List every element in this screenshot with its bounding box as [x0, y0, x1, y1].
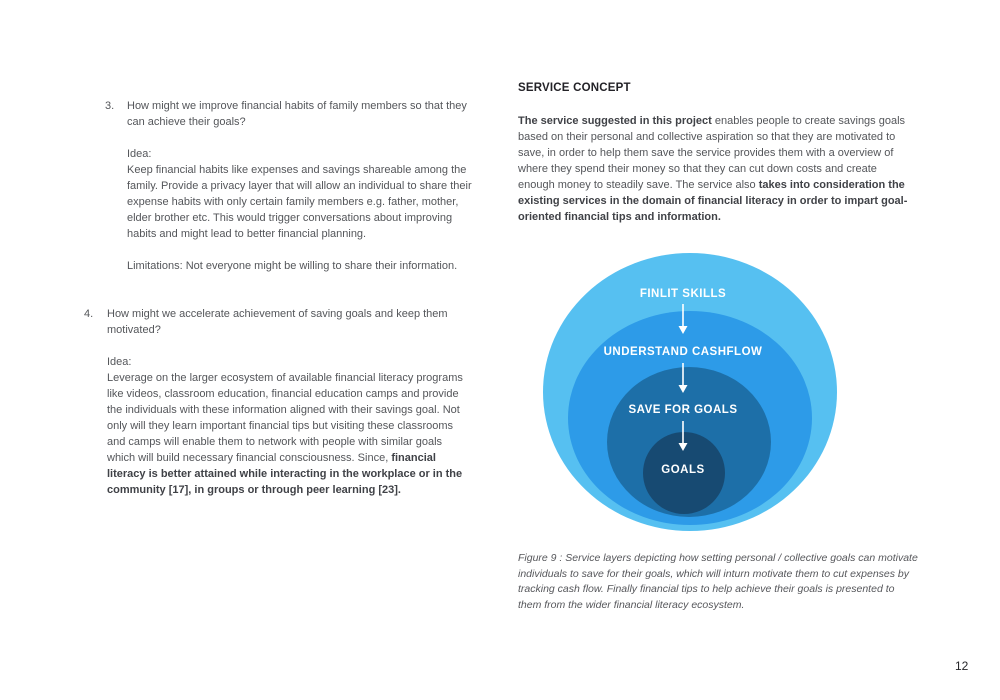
list-item-4-question: How might we accelerate achievement of saving goals and keep them motivated? — [107, 308, 448, 336]
idea-label: Idea: — [127, 148, 152, 160]
idea-text-regular: Leverage on the larger ecosystem of available financial literacy programs like videos, classroom education, financial education camps and provide the individuals with these information aligned with their savings goal. Not only will they learn important financial tips but visiting these classrooms and camps will enable them to network with people with similar goals which will build necessary financial consciousness. Since, — [107, 372, 463, 464]
list-item-4-number: 4. — [84, 308, 94, 320]
idea-label: Idea: — [107, 356, 132, 368]
layer-label-finlit-skills: FINLIT SKILLS — [639, 288, 727, 300]
paragraph-regular: enables people to create savings goals based on their personal and collective aspiration so that they are motivated to save, in order to help them save the service provides them with a overview of where they spend their money so that they can cut down costs and create enough money to steadily save. The service also — [518, 115, 906, 191]
paragraph-bold-tail: takes into consideration the existing services in the domain of financial literacy in order to impart goal-oriented financial tips and information. — [518, 179, 908, 223]
section-heading: SERVICE CONCEPT — [518, 82, 631, 94]
layer-label-save-for-goals: SAVE FOR GOALS — [628, 404, 738, 416]
page-number: 12 — [955, 659, 969, 673]
figure-caption: Figure 9 : Service layers depicting how setting personal / collective goals can motivate individuals to save for their goals, which will inturn motivate them to cut expenses by tracking cash flow. Finally financial tips to help achieve their goals is presented to them from the wider financial literacy ecosystem. — [518, 552, 918, 611]
list-item-3-question: How might we improve financial habits of family members so that they can achieve their goals? — [127, 100, 467, 128]
layer-label-goals: GOALS — [661, 464, 705, 476]
list-item-3-number: 3. — [105, 100, 115, 112]
service-layers-diagram — [536, 248, 844, 536]
idea-text-bold: financial literacy is better attained while interacting in the workplace or in the community [17], in groups or through peer learning [23]. — [107, 452, 463, 496]
list-item-4-idea — [107, 354, 473, 498]
service-concept-paragraph — [518, 113, 915, 225]
paragraph-bold-lead: The service suggested in this project — [518, 115, 715, 127]
list-item-3-limitations: Limitations: Not everyone might be willing to share their information. — [127, 260, 458, 272]
idea-text: Keep financial habits like expenses and savings shareable among the family. Provide a privacy layer that will allow an individual to share their expense habits with only certain family members e.g. father, mother, elder brother etc. This would trigger conversations about improving habits and might lead to better financial planning. — [127, 164, 472, 240]
layer-label-understand-cashflow: UNDERSTAND CASHFLOW — [603, 346, 763, 358]
list-item-3-idea — [127, 146, 479, 242]
